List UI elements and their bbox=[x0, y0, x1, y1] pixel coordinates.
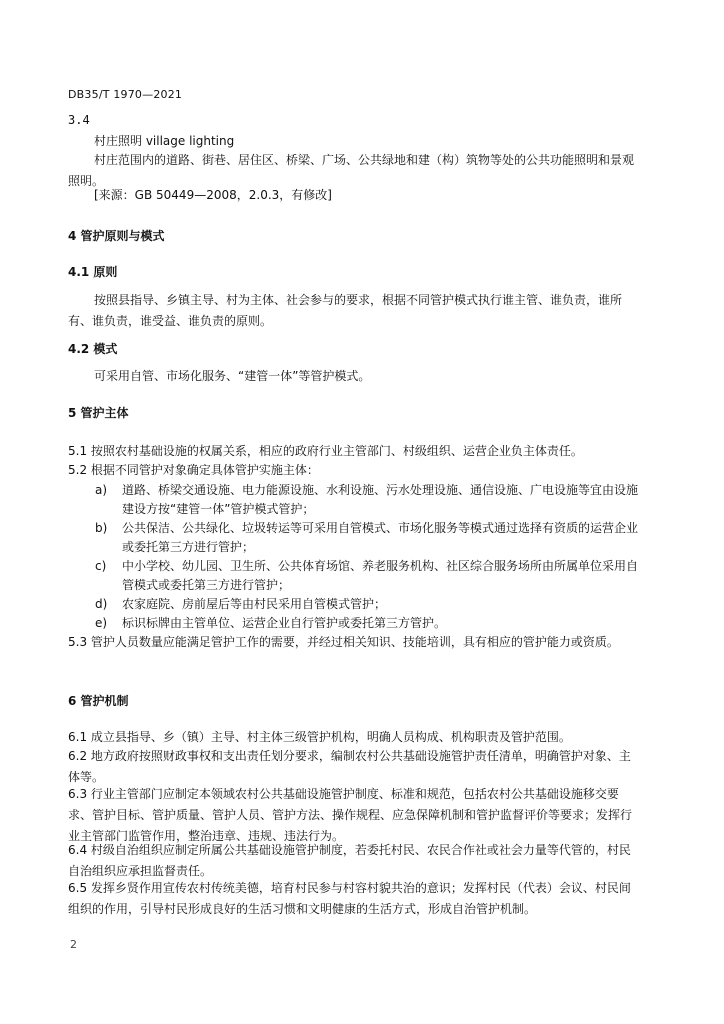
list-text: 农家庭院、房前屋后等由村民采用自管模式管护； bbox=[122, 597, 387, 611]
paragraph: 可采用自管、市场化服务、“建管一体”等管护模式。 bbox=[94, 369, 371, 383]
list-marker: d) bbox=[95, 597, 108, 611]
clause: 6.1 成立县指导、乡（镇）主导、村主体三级管护机构，明确人员构成、机构职责及管护范围。 bbox=[68, 730, 571, 744]
list-marker: b) bbox=[95, 521, 108, 535]
list-item bbox=[95, 481, 641, 519]
term-source: [来源：GB 50449—2008，2.0.3，有修改] bbox=[94, 188, 332, 202]
clause: 5.1 按照农村基础设施的权属关系，相应的政府行业主管部门、村级组织、运营企业负主体责任。 bbox=[68, 444, 583, 458]
section-heading: 6 管护机制 bbox=[68, 694, 129, 708]
clause: 6.3 行业主管部门应制定本领域农村公共基础设施管护制度、标准和规范，包括农村公共基础设施移交要求、管护目标、管护质量、管护人员、管护方法、操作规程、应急保障机制和管护监督评价等要求；发挥行业主管部门监管作用，整治违章、违规、违法行为。 bbox=[68, 787, 633, 843]
clause: 6.5 发挥乡贤作用宣传农村传统美德，培育村民参与村容村貌共治的意识；发挥村民（代表）会议、村民间组织的作用，引导村民形成良好的生活习惯和文明健康的生活方式，形成自治管护机制。 bbox=[68, 881, 631, 916]
list-text: 道路、桥梁交通设施、电力能源设施、水利设施、污水处理设施、通信设施、广电设施等宜由设施建设方按“建管一体”管护模式管护； bbox=[122, 483, 639, 516]
subsection-heading: 4.2 模式 bbox=[68, 342, 118, 356]
section-heading: 4 管护原则与模式 bbox=[68, 229, 165, 243]
list-marker: c) bbox=[95, 559, 107, 573]
page-number: 2 bbox=[70, 938, 77, 951]
list-item bbox=[95, 519, 641, 557]
list-item bbox=[95, 557, 641, 595]
section-heading: 5 管护主体 bbox=[68, 406, 129, 420]
subsection-heading: 4.1 原则 bbox=[68, 265, 118, 279]
paragraph: 按照县指导、乡镇主导、村为主体、社会参与的要求，根据不同管护模式执行谁主管、谁负责，谁所有、谁负责，谁受益、谁负责的原则。 bbox=[68, 293, 623, 328]
clause-number: 3.4 bbox=[68, 113, 90, 127]
clause: 5.3 管护人员数量应能满足管护工作的需要，并经过相关知识、技能培训，具有相应的管护能力或资质。 bbox=[68, 635, 619, 649]
list-text: 公共保洁、公共绿化、垃圾转运等可采用自管模式、市场化服务等模式通过选择有资质的运营企业或委托第三方进行管护； bbox=[122, 521, 639, 554]
list-text: 标识标牌由主管单位、运营企业自行管护或委托第三方管护。 bbox=[122, 616, 447, 630]
list-item bbox=[95, 595, 641, 614]
term-title: 村庄照明 village lighting bbox=[94, 134, 235, 148]
list-marker: a) bbox=[95, 483, 108, 497]
clause: 5.2 根据不同管护对象确定具体管护实施主体： bbox=[68, 463, 319, 477]
list-text: 中小学校、幼儿园、卫生所、公共体育场馆、养老服务机构、社区综合服务场所由所属单位采用自管模式或委托第三方进行管护； bbox=[122, 559, 639, 592]
list-marker: e) bbox=[95, 616, 108, 630]
clause: 6.2 地方政府按照财政事权和支出责任划分要求，编制农村公共基础设施管护责任清单，明确管护对象、主体等。 bbox=[68, 749, 631, 784]
clause: 6.4 村级自治组织应制定所属公共基础设施管护制度，若委托村民、农民合作社或社会力量等代管的，村民自治组织应承担监督责任。 bbox=[68, 843, 631, 878]
standard-number-header: DB35/T 1970—2021 bbox=[68, 88, 183, 101]
term-definition: 村庄范围内的道路、街巷、居住区、桥梁、广场、公共绿地和建（构）筑物等处的公共功能照明和景观照明。 bbox=[68, 153, 635, 188]
list-item bbox=[95, 614, 641, 633]
